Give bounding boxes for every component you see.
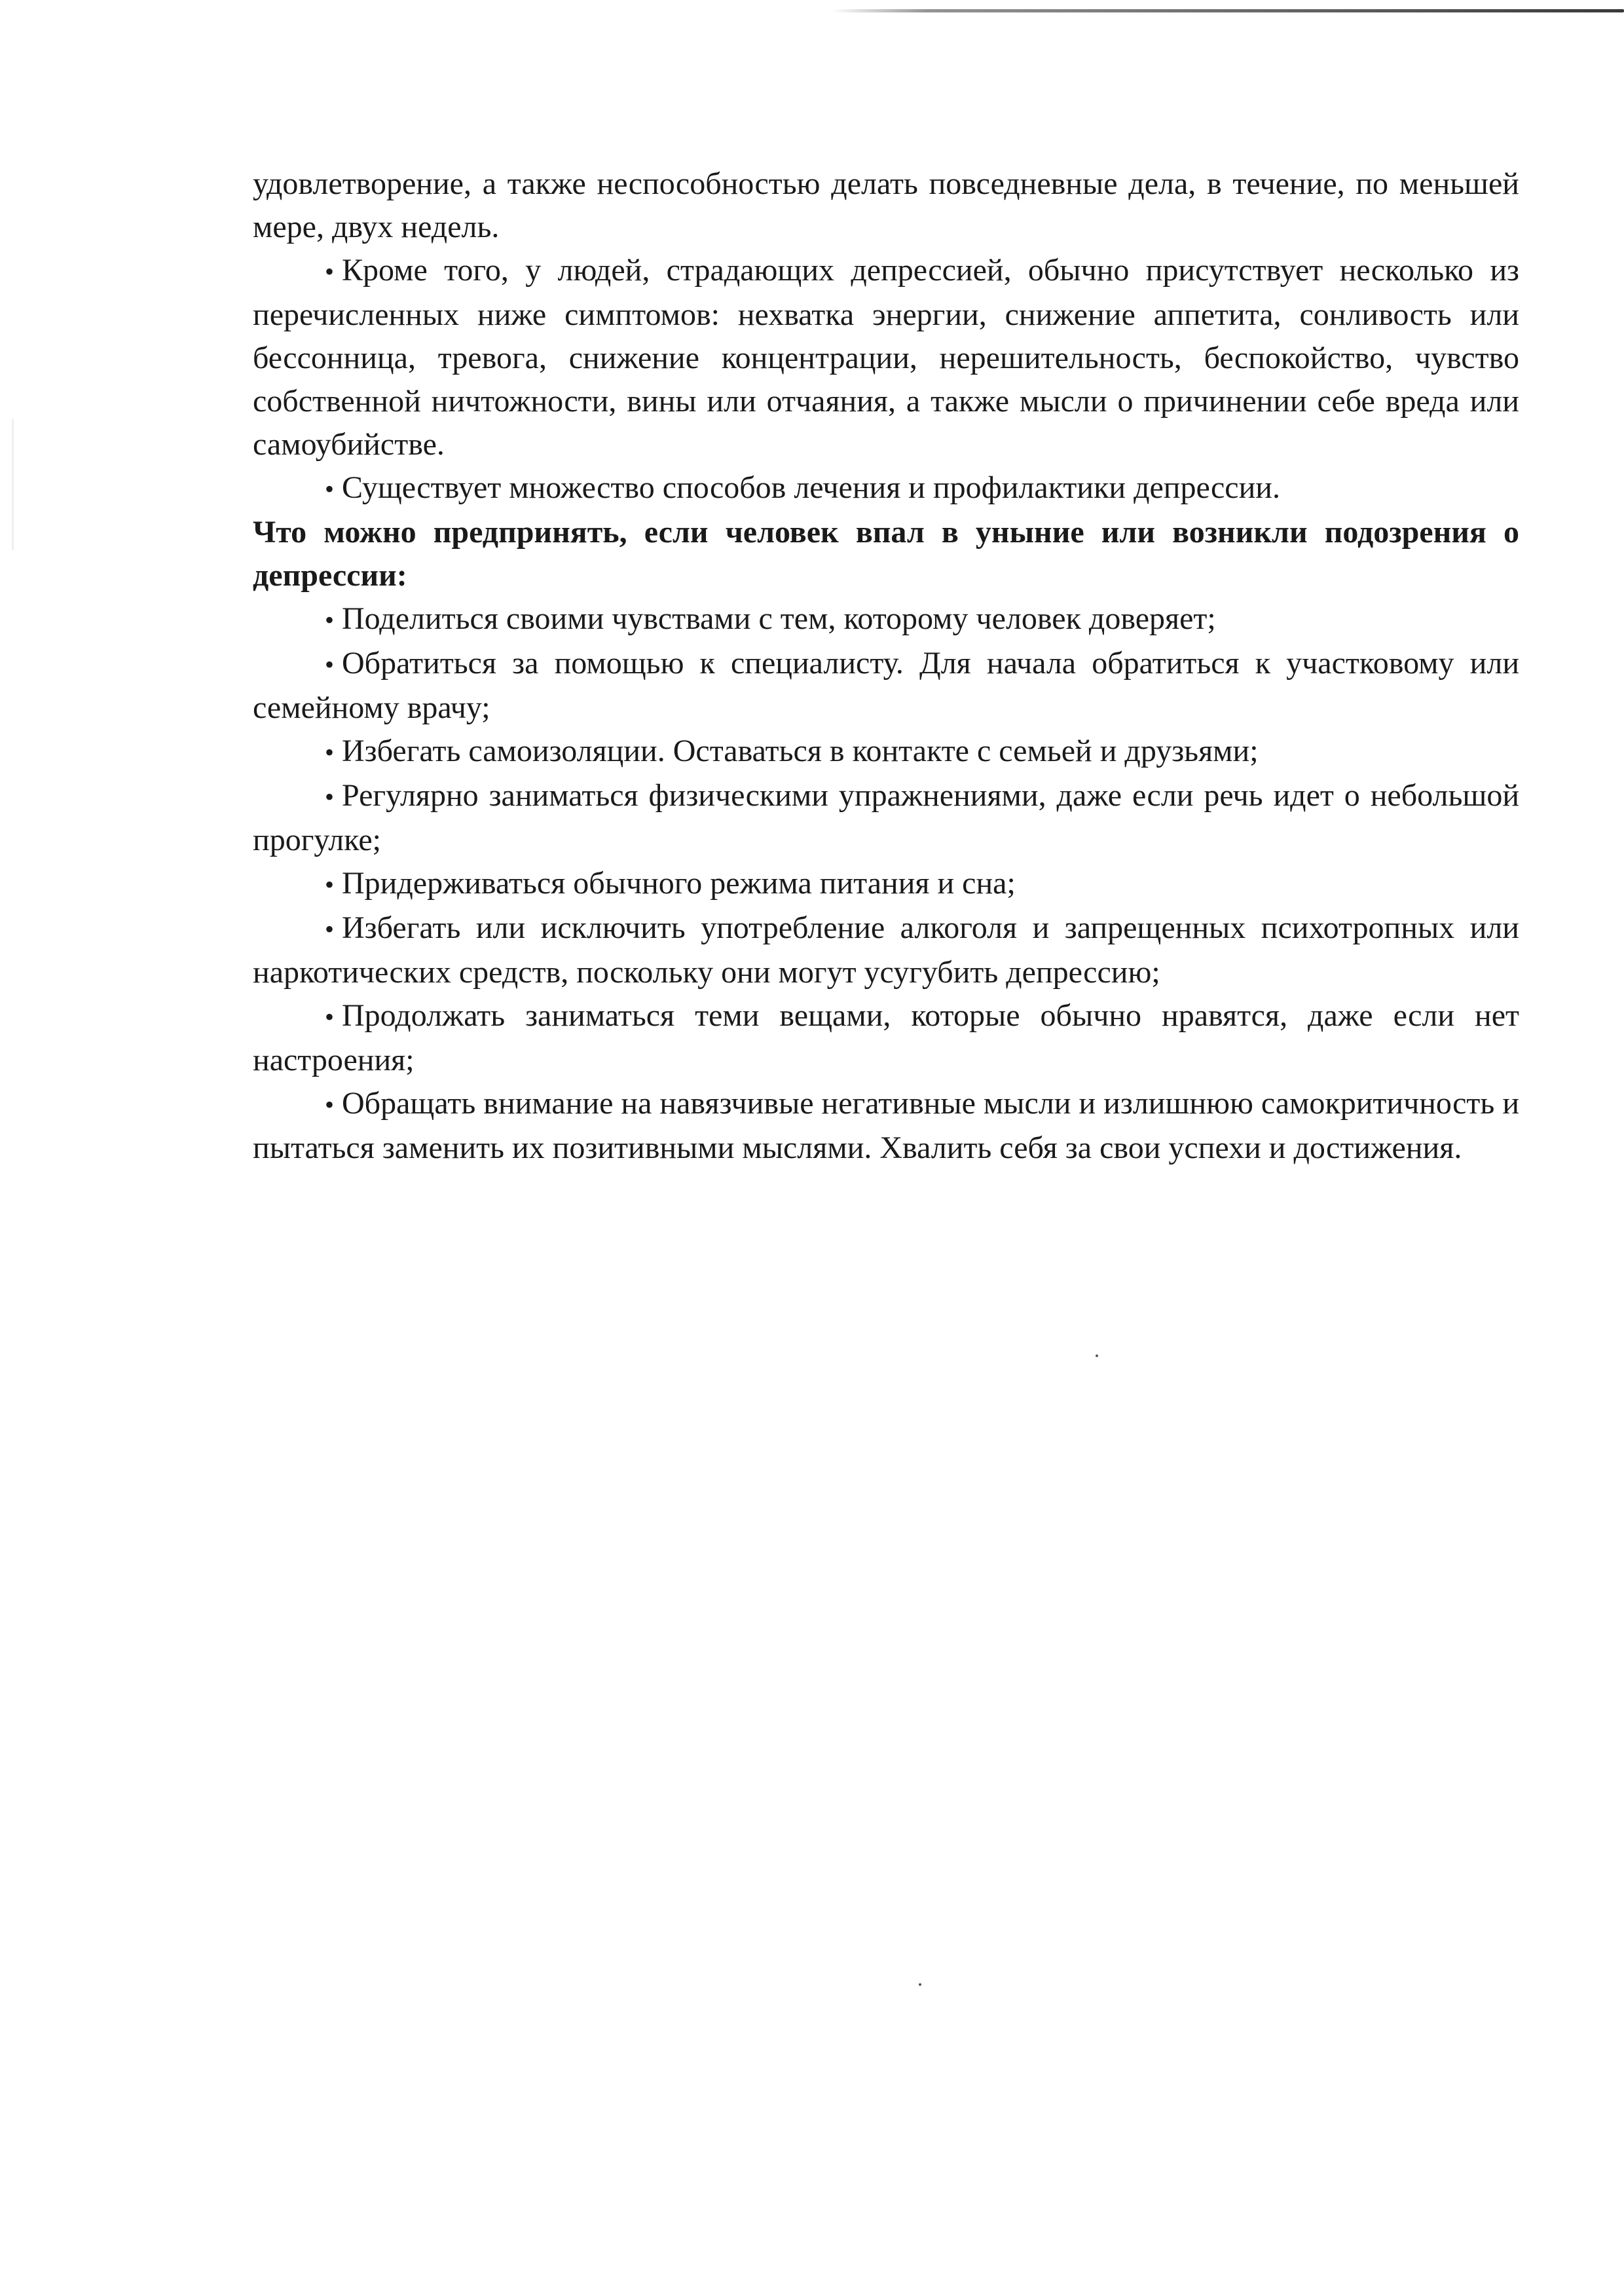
bullet-dot-icon: • (325, 605, 335, 635)
recommendation-item (253, 597, 1519, 642)
recommendation-item (253, 906, 1519, 994)
recommendation-text: Избегать или исключить употребление алкоголя и запрещенных психотропных или наркотических средств, поскольку они могут усугубить депрессию; (253, 910, 1519, 990)
recommendation-item (253, 642, 1519, 730)
bullet-dot-icon: • (325, 650, 335, 679)
bullet-dot-icon: • (325, 257, 335, 286)
recommendation-item (253, 730, 1519, 774)
bullet-item-symptoms (253, 249, 1519, 466)
recommendation-text: Придерживаться обычного режима питания и сна; (342, 866, 1016, 901)
recommendation-text: Избегать самоизоляции. Оставаться в контакте с семьей и друзьями; (342, 734, 1259, 768)
bullet-item-treatment (253, 466, 1519, 511)
bullet-text: Существует множество способов лечения и профилактики депрессии. (342, 470, 1280, 505)
recommendation-text: Обращать внимание на навязчивые негативные мысли и излишнюю самокритичность и пытаться заменить их позитивными мыслями. Хвалить себя за свои успехи и достижения. (253, 1086, 1519, 1165)
recommendation-item (253, 994, 1519, 1082)
recommendation-item (253, 862, 1519, 906)
bullet-dot-icon: • (325, 737, 335, 767)
intro-continuation: удовлетворение, а также неспособностью делать повседневные дела, в течение, по меньшей мере, двух недель. (253, 166, 1519, 244)
document-body (253, 162, 1519, 1170)
recommendation-text: Продолжать заниматься теми вещами, которые обычно нравятся, даже если нет настроения; (253, 998, 1519, 1077)
recommendation-text: Обратиться за помощью к специалисту. Для начала обратиться к участковому или семейному врачу; (253, 646, 1519, 725)
bullet-dot-icon: • (325, 914, 335, 944)
recommendation-item (253, 1082, 1519, 1170)
recommendation-text: Регулярно заниматься физическими упражнениями, даже если речь идет о небольшой прогулке; (253, 778, 1519, 857)
bullet-text: Кроме того, у людей, страдающих депрессией, обычно присутствует несколько из перечисленных ниже симптомов: нехватка энергии, снижение аппетита, сонливость или бессонница, тревога, снижение концентрации, нерешительность, беспокойство, чувство собственной ничтожности, вины или отчаяния, а также мысли о причинении себе вреда или самоубийстве. (253, 253, 1519, 462)
scan-artifact-top-line (832, 9, 1624, 12)
bullet-dot-icon: • (325, 474, 335, 504)
section-heading: Что можно предпринять, если человек впал в уныние или возникли подозрения о депрессии: (253, 515, 1519, 593)
scan-speck (1096, 1354, 1098, 1357)
scan-speck (919, 1983, 921, 1986)
recommendation-text: Поделиться своими чувствами с тем, которому человек доверяет; (342, 601, 1216, 636)
bullet-dot-icon: • (325, 870, 335, 899)
scan-artifact-left-edge (12, 419, 14, 550)
bullet-dot-icon: • (325, 782, 335, 812)
recommendation-item (253, 774, 1519, 862)
bullet-dot-icon: • (325, 1002, 335, 1032)
bullet-dot-icon: • (325, 1090, 335, 1119)
